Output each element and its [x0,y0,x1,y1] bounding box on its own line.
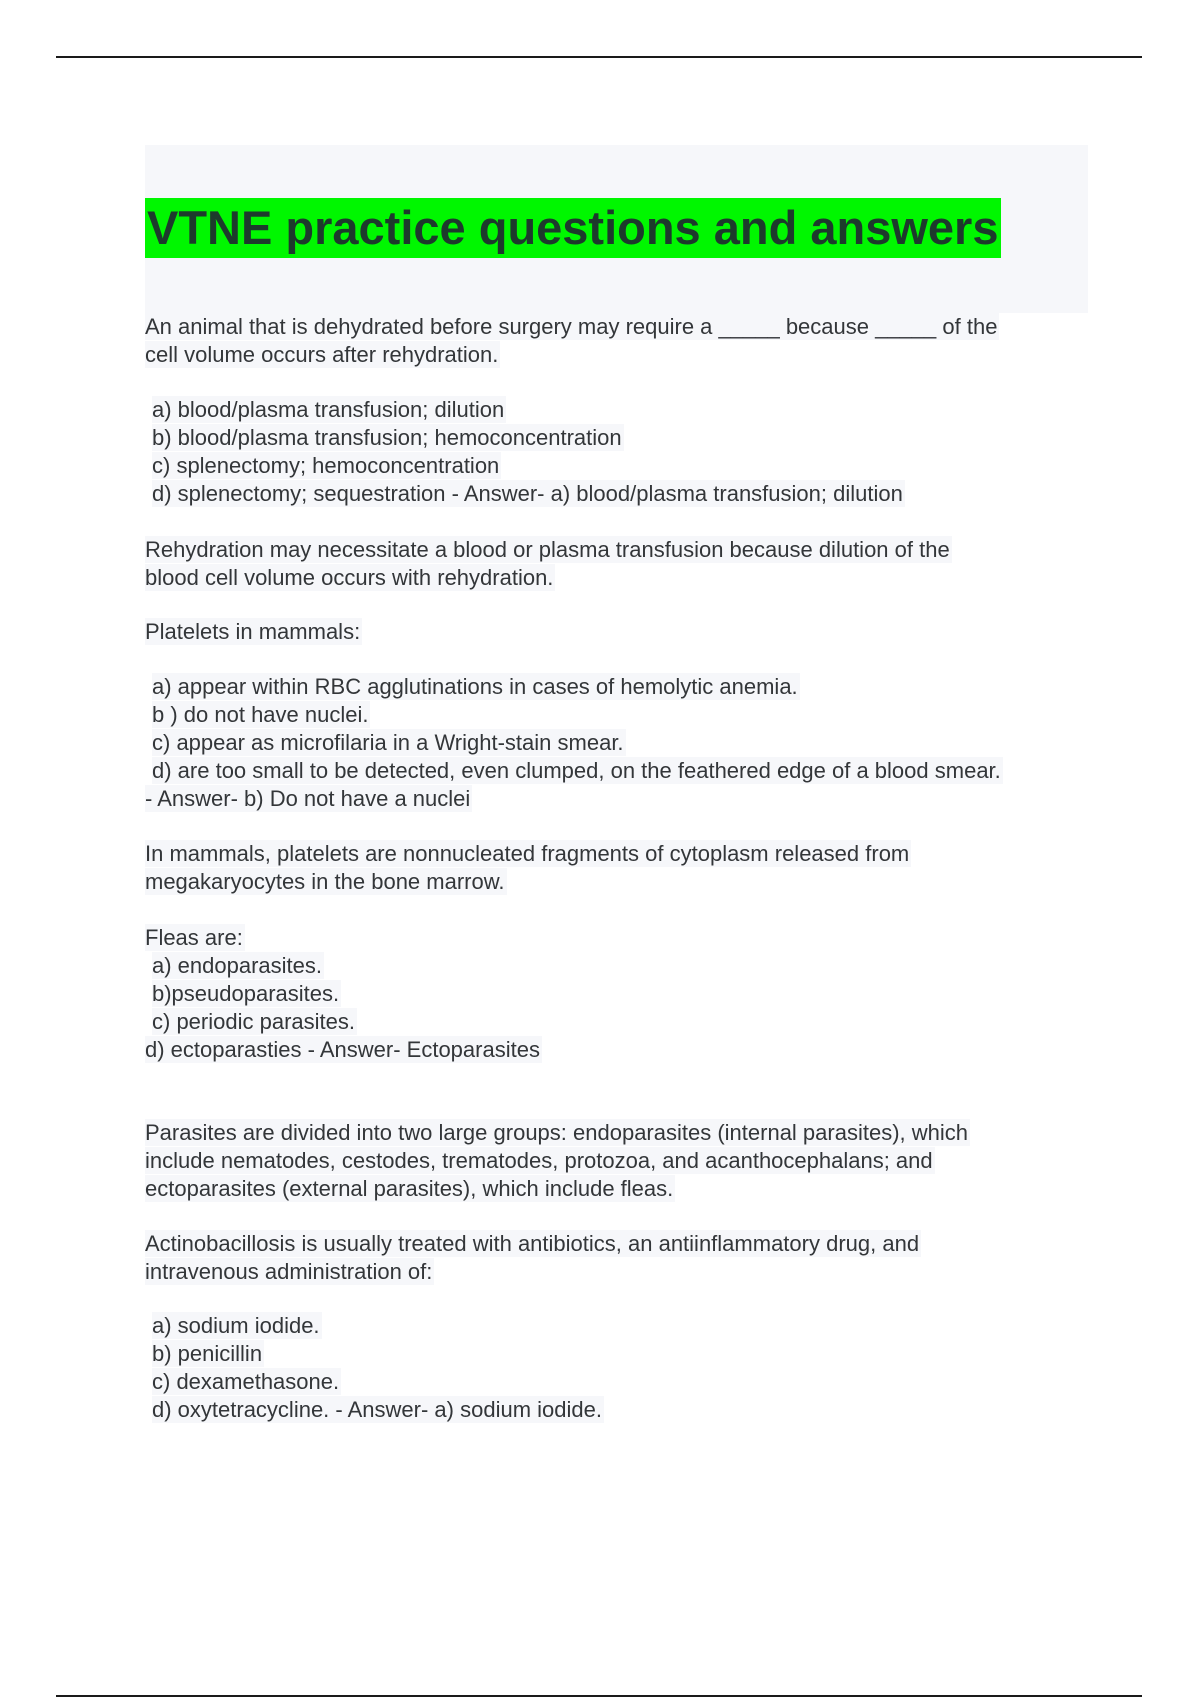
text-line [145,341,999,369]
text-line-content: b)pseudoparasites. [152,981,340,1006]
text-line-content: c) appear as microfilaria in a Wright-stain smear. [152,730,624,755]
text-line-content: megakaryocytes in the bone marrow. [145,869,505,894]
text-block [145,536,952,592]
text-line [145,618,362,646]
text-line-content: a) sodium iodide. [152,1313,320,1338]
text-line [145,729,1003,757]
text-line-content: blood cell volume occurs with rehydration. [145,565,554,590]
text-block [145,1230,921,1286]
text-line [145,452,905,480]
text-line [145,480,905,508]
text-line [145,673,1003,701]
text-line [145,952,542,980]
text-block [145,313,999,369]
text-line [145,980,542,1008]
text-line-content: b) penicillin [152,1341,263,1366]
text-block [145,1119,970,1203]
text-line-content: intravenous administration of: [145,1259,433,1284]
text-line-content: a) endoparasites. [152,953,322,978]
text-block [145,924,542,1064]
text-line [145,564,952,592]
text-line [145,396,905,424]
text-line [145,1175,970,1203]
text-line-content: Actinobacillosis is usually treated with antibiotics, an antiinflammatory drug, and [145,1231,920,1256]
text-line [145,1368,604,1396]
text-line-content: Parasites are divided into two large groups: endoparasites (internal parasites), which [145,1120,968,1145]
text-block [145,618,362,646]
text-line [145,1340,604,1368]
text-line [145,1008,542,1036]
text-line [145,1230,921,1258]
text-line-content: In mammals, platelets are nonnucleated fragments of cytoplasm released from [145,841,910,866]
text-line-content: Platelets in mammals: [145,619,361,644]
text-line [145,785,1003,813]
text-line-content: ectoparasites (external parasites), which include fleas. [145,1176,674,1201]
text-line [145,1258,921,1286]
text-line [145,1036,542,1064]
top-rule [56,56,1142,58]
text-line [145,1119,970,1147]
text-line-content: - Answer- b) Do not have a nuclei [145,786,471,811]
text-block [145,840,911,896]
text-line [145,924,542,952]
text-line-content: a) blood/plasma transfusion; dilution [152,397,505,422]
text-line-content: b) blood/plasma transfusion; hemoconcentration [152,425,622,450]
text-line-content: d) ectoparasties - Answer- Ectoparasites [145,1037,540,1062]
text-line-content: c) dexamethasone. [152,1369,340,1394]
text-line-content: Rehydration may necessitate a blood or plasma transfusion because dilution of the [145,537,950,562]
text-line-content: c) splenectomy; hemoconcentration [152,453,500,478]
text-line-content: An animal that is dehydrated before surgery may require a _____ because _____ of the [145,314,998,339]
text-line [145,701,1003,729]
text-line-content: a) appear within RBC agglutinations in cases of hemolytic anemia. [152,674,798,699]
text-line-content: b ) do not have nuclei. [152,702,369,727]
text-block [145,396,905,508]
text-line [145,424,905,452]
text-line-content: Fleas are: [145,925,243,950]
text-line [145,1396,604,1424]
text-line [145,868,911,896]
text-line [145,1147,970,1175]
text-block [145,1312,604,1424]
text-line-content: d) oxytetracycline. - Answer- a) sodium iodide. [152,1397,602,1422]
text-line [145,1312,604,1340]
document-title: VTNE practice questions and answers [145,198,1001,258]
text-line [145,757,1003,785]
text-line [145,536,952,564]
text-line-content: include nematodes, cestodes, trematodes, protozoa, and acanthocephalans; and [145,1148,933,1173]
text-line [145,313,999,341]
text-line-content: d) splenectomy; sequestration - Answer- a) blood/plasma transfusion; dilution [152,481,903,506]
text-block [145,673,1003,813]
bottom-rule [56,1695,1142,1697]
text-line [145,840,911,868]
text-line-content: c) periodic parasites. [152,1009,355,1034]
text-line-content: d) are too small to be detected, even clumped, on the feathered edge of a blood smear. [152,758,1001,783]
text-line-content: cell volume occurs after rehydration. [145,342,499,367]
